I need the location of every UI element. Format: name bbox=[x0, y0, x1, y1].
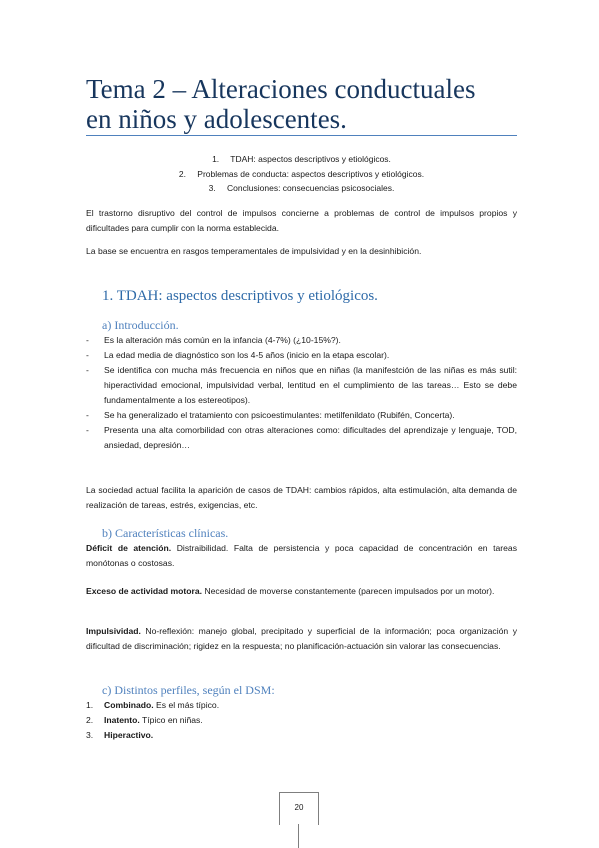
subsection-heading: b) Características clínicas. bbox=[102, 526, 229, 540]
table-of-contents bbox=[86, 152, 517, 196]
numbered-list bbox=[86, 698, 517, 743]
toc-item: 2. Problemas de conducta: aspectos descriptivos y etiológicos. bbox=[178, 168, 425, 179]
list-item: - Se ha generalizado el tratamiento con psicoestimulantes: metilfenildato (Rubifén, Concerta). bbox=[86, 410, 455, 420]
page-number-line bbox=[298, 824, 299, 848]
subsection-heading: a) Introducción. bbox=[102, 318, 179, 332]
page-title: Tema 2 – Alteraciones conductuales en niños y adolescentes. bbox=[86, 74, 476, 134]
bullet-list bbox=[86, 333, 517, 453]
list-item: 3. Hiperactivo. bbox=[86, 730, 154, 740]
list-item: - Se identifica con mucha más frecuencia en niños que en niñas (la manifestción de las niñas es más sutil: hiperactividad emocional, impulsividad verbal, lentitud en el cumplimiento de las tareas… Esto se debe fundamentalmente a los estereotipos). bbox=[86, 365, 517, 405]
list-item: - Presenta una alta comorbilidad con otras alteraciones como: dificultades del aprendizaje y lenguaje, TOD, ansiedad, depresión… bbox=[86, 425, 517, 450]
body-paragraph: La sociedad actual facilita la aparición de casos de TDAH: cambios rápidos, alta estimulación, alta demanda de realización de tareas, estrés, exigencias, etc. bbox=[86, 485, 517, 510]
page-number-box bbox=[279, 792, 319, 825]
intro-paragraph: La base se encuentra en rasgos temperamentales de impulsividad y en la desinhibición. bbox=[86, 246, 422, 256]
page-number: 20 bbox=[294, 803, 304, 812]
definition-paragraph: Impulsividad. No-reflexión: manejo global, precipitado y superficial de la información; poca organización y dificultad de discriminación; rigidez en la respuesta; no planificación-actuación sin valorar las consecuencias. bbox=[86, 626, 517, 651]
subsection-heading: c) Distintos perfiles, según el DSM: bbox=[102, 683, 275, 697]
toc-item: 3. Conclusiones: consecuencias psicosociales. bbox=[208, 183, 395, 193]
list-item: 2. Inatento. Típico en niñas. bbox=[86, 715, 203, 725]
list-item: 1. Combinado. Es el más típico. bbox=[86, 700, 220, 710]
section-heading: 1. TDAH: aspectos descriptivos y etiológicos. bbox=[102, 288, 378, 304]
definition-paragraph: Déficit de atención. Distraibilidad. Falta de persistencia y poca capacidad de concentración en tareas monótonas o costosas. bbox=[86, 543, 517, 568]
list-item: - La edad media de diagnóstico son los 4-5 años (inicio en la etapa escolar). bbox=[86, 350, 390, 360]
intro-paragraph: El trastorno disruptivo del control de impulsos concierne a problemas de control de impulsos propios y dificultades para cumplir con la norma establecida. bbox=[86, 208, 517, 233]
title-underline bbox=[86, 135, 517, 136]
list-item: - Es la alteración más común en la infancia (4-7%) (¿10-15%?). bbox=[86, 335, 341, 345]
toc-item: 1. TDAH: aspectos descriptivos y etiológicos. bbox=[212, 154, 391, 164]
definition-paragraph: Exceso de actividad motora. Necesidad de moverse constantemente (parecen impulsados por un motor). bbox=[86, 586, 495, 596]
